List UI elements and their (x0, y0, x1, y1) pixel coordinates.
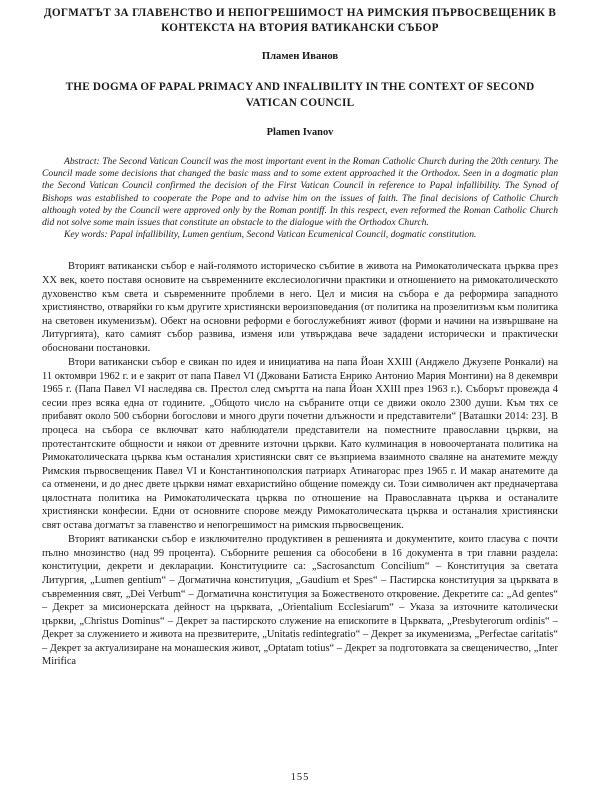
body-content (42, 260, 558, 668)
body-paragraph-2: Втори ватикански събор е свикан по идея и инициатива на папа Йоан XXIII (Анджело Джузепе Ронкали) на 11 октомври 1962 г. и е закрит от папа Павел VI (Джовани Батиста Енрико Антонио Мария Монтини) на 8 декември 1965 г. (Папа Павел VI наследява св. Престол след смъртта на папа Йоан XXIII през 1963 г.). Съборът провежда 4 сесии през всяка една от годините. „Общото число на събраните отци се движи около 2300 души. Към тях се прибавят около 500 съборни богослови и много други почетни длъжности и представители“ [Ваташки 2014: 23]. В процеса на събора се включват като наблюдатели представители на поместните православни църкви, на протестантските общности и някои от древните източни църкви. Като кулминация в новоочертаната политика на Римокатолическата църква към останалия християнски свят се възприема взаимното сваляне на анатемите между Римския първосвещеник Павел VI и Константинополския патриарх Атинагорас през 1965 г. И макар анатемите да са отменени, и до днес двете църкви нямат евхаристийно общение помежду си. Този символичен акт предначертава цялостната политика на Римокатолическата църква по отношение на Православната църква и останалите християнски конфесии. Едни от основните спорове между Римокатолическата църква и останалия християнски свят остава догматът за главенство и непогрешимост на римския първосвещеник. (42, 357, 558, 531)
keywords-paragraph (42, 229, 558, 241)
body-paragraph-3: Вторият ватикански събор е изключително продуктивен в решенията и документите, които гласува с почти пълно мнозинство (над 99 процента). Съборните решения са обособени в 16 документа в три главни раздела: конституции, декрети и декларации. Конституциите са: „Sacrosanctum Concilium“ – Конституция за светата Литургия, „Lumen gentium“ – Догматична конституция, „Gaudium et Spes“ – Пастирска конституция за църквата в съвременния свят, „Dei Verbum“ – Догматична конституция за Божественото откровение. Декретите са: „Ad gentes“ – Декрет за мисионерската дейност на църквата, „Orientalium Ecclesiarum“ – Указа за източните католически църкви, „Christus Dominus“ – Декрет за пастирското служение на епископите в Църквата, „Presbyterorum ordinis“ – Декрет за служението и живота на презвитерите, „Unitatis redintegratio“ – Декрет за икуменизма, „Perfectae caritatis“ – Декрет за актуализиране на монашеския живот, „Optatam totius“ – Декрет за подготовката за свещеничество, „Inter Mirifica (42, 534, 558, 668)
abstract-section (42, 156, 558, 241)
abstract-paragraph (42, 156, 558, 229)
abstract-body: The Second Vatican Council was the most important event in the Roman Catholic Church during the 20th century. The Council made some decisions that changed the basic mass and to some extent approached it the Orthodox. Seen in a dogmatic plan the Second Vatican Council confirmed the decision of the First Vatican Council in reference to Papal infallibility. The Synod of Bishops was established to cooperate the Pope and to advise him on the issues of faith. The final decisions of Catholic Church although voted by the Council were approved only by the Roman pontiff. In this respect, even reformed the Roman Catholic Church did not solve some main issues that constitute an obstacle to the dialogue with the Orthodox Church. (42, 156, 559, 229)
keywords-label: Key words: (64, 229, 108, 241)
author-name-bulgarian: Пламен Иванов (261, 51, 339, 62)
page-number: 155 (290, 772, 310, 783)
abstract-label: Abstract: (64, 156, 100, 167)
author-name-english: Plamen Ivanov (266, 127, 334, 138)
page-title-bulgarian: ДОГМАТЪТ ЗА ГЛАВЕНСТВО И НЕПОГРЕШИМОСТ НА РИМСКИЯ ПЪРВОСВЕЩЕНИК В КОНТЕКСТА НА ВТОРИЯ ВАТИКАНСКИ СЪБОР (43, 7, 557, 34)
page-title-english: THE DOGMA OF PAPAL PRIMACY AND INFALIBILITY IN THE CONTEXT OF SECOND VATICAN COUNCIL (65, 81, 535, 109)
keywords-body: Papal infallibility, Lumen gentium, Second Vatican Ecumenical Council, dogmatic constitution. (110, 229, 477, 241)
body-paragraph-1: Вторият ватикански събор е най-голямото историческо събитие в живота на Римокатолическата църква през XX век, което поставя основите на съвременните екслесиологични практики и отношението на римокатолическото духовенство към света и съвременните проблеми в него. Цел и мисия на събора е да реформира западното християнство, отваряйки го към другите християнски вероизповедания (от политика на прозелитизъм към политика на световен икуменизъм). Обект на основни реформи е богослужебният живот (форми и начини на извършване на Литургията), като самият събор развива, изменя или утвърждава вече зададени исторически и практически обосновани постановки. (42, 261, 558, 354)
